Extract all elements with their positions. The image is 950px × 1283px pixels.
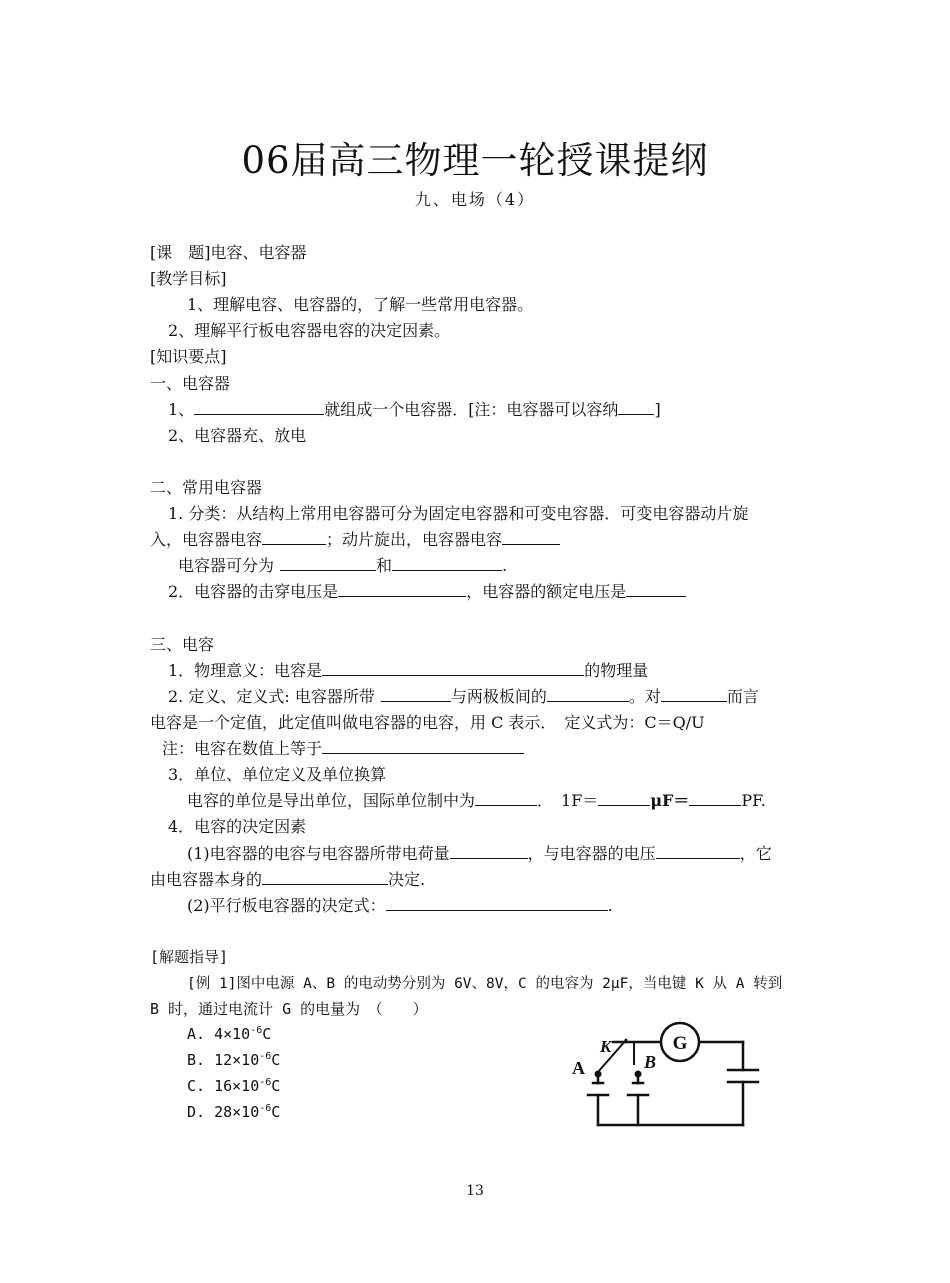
fill-blank[interactable] <box>194 399 324 415</box>
option-d[interactable]: D. $28\times 10^{-6}C$ <box>187 1103 281 1121</box>
section-3-line-3: 电容是一个定值，此定值叫做电容器的电容，用 C 表示． 定义式为：C＝Q/U <box>150 713 705 732</box>
page-subtitle: 九、电场（4） <box>414 190 536 209</box>
goals-heading: [教学目标] <box>150 269 227 288</box>
section-2-line-2: 入，电容器电容 ；动片旋出，电容器电容 <box>150 527 560 550</box>
fill-blank[interactable] <box>689 790 741 806</box>
circuit-diagram <box>568 1020 768 1135</box>
guide-heading: [解题指导] <box>150 948 229 966</box>
goal-item-2: 2、理解平行板电容器电容的决定因素。 <box>168 321 451 340</box>
section-1-line-1: 1、 就组成一个电容器．[注：电容器可以容纳 ] <box>168 400 661 419</box>
source-b-label: B <box>644 1052 657 1072</box>
fill-blank[interactable] <box>547 686 629 702</box>
section-3-line-10: (2)平行板电容器的决定式： . <box>187 896 613 915</box>
section-3-line-7: 4．电容的决定因素 <box>168 817 307 836</box>
section-2-line-3: 电容器可分为 和 . <box>178 556 508 575</box>
source-a-label: A <box>572 1058 585 1078</box>
switch-k-label: K <box>600 1037 612 1056</box>
fill-blank[interactable] <box>598 790 650 806</box>
section-2-line-4: 2．电容器的击穿电压是 ，电容器的额定电压是 <box>168 579 686 602</box>
points-heading: [知识要点] <box>150 347 227 366</box>
fill-blank[interactable] <box>392 555 502 571</box>
fill-blank[interactable] <box>450 843 528 859</box>
section-3-line-2: 2. 定义、定义式: 电容器所带 与两极板间的 。对 而言 <box>168 687 759 706</box>
fill-blank[interactable] <box>618 399 654 415</box>
page-number: 13 <box>466 1183 484 1199</box>
section-3-line-5: 3．单位、单位定义及单位换算 <box>168 765 387 784</box>
fill-blank[interactable] <box>661 686 727 702</box>
fill-blank[interactable] <box>626 581 686 597</box>
fill-blank[interactable] <box>262 529 326 545</box>
fill-blank[interactable] <box>381 686 451 702</box>
section-2-line-1: 1. 分类：从结构上常用电容器可分为固定电容器和可变电容器．可变电容器动片旋 <box>168 504 749 523</box>
section-3-line-6: 电容的单位是导出单位，国际单位制中为 ． 1F＝ μF＝ PF. <box>187 791 766 810</box>
fill-blank[interactable] <box>502 529 560 545</box>
example-question-line-1: [例 1]图中电源 A、B 的电动势分别为 6V、8V，C 的电容为 2μF，当电键 K 从 A 转到 <box>187 976 783 992</box>
fill-blank[interactable] <box>262 869 388 885</box>
section-3-line-8: (1)电容器的电容与电容器所带电荷量 ，与电容器的电压 ，它 <box>187 844 772 863</box>
section-3-heading: 三、电容 <box>150 635 215 654</box>
option-b[interactable]: B. $12\times 10^{-6}C$ <box>187 1051 281 1069</box>
terminal-b <box>635 1071 642 1078</box>
terminal-a <box>595 1071 602 1078</box>
option-a[interactable]: A. $4\times 10^{-6}C$ <box>187 1025 272 1043</box>
example-question-line-2: B 时，通过电流计 G 的电量为 （ ） <box>150 1000 428 1018</box>
galvanometer-label: G <box>672 1033 688 1054</box>
section-1-heading: 一、电容器 <box>150 374 231 393</box>
option-c[interactable]: C. $16\times 10^{-6}C$ <box>187 1077 281 1095</box>
section-3-line-4: 注：电容在数值上等于 <box>162 736 524 759</box>
section-1-line-2: 2、电容器充、放电 <box>168 426 307 445</box>
goal-item-1: 1、理解电容、电容器的，了解一些常用电容器。 <box>187 295 534 314</box>
fill-blank[interactable] <box>475 790 537 806</box>
section-2-heading: 二、常用电容器 <box>150 478 263 497</box>
topic-line: [课 题]电容、电容器 <box>150 243 307 262</box>
fill-blank[interactable] <box>322 738 524 754</box>
page-title: 06届高三物理一轮授课提纲 <box>241 139 709 182</box>
section-3-line-9: 由电容器本身的 决定. <box>150 870 426 889</box>
fill-blank[interactable] <box>322 660 584 676</box>
section-3-line-1: 1．物理意义：电容是 的物理量 <box>168 661 649 680</box>
fill-blank[interactable] <box>656 843 740 859</box>
fill-blank[interactable] <box>386 895 608 911</box>
fill-blank[interactable] <box>280 555 376 571</box>
fill-blank[interactable] <box>338 581 466 597</box>
